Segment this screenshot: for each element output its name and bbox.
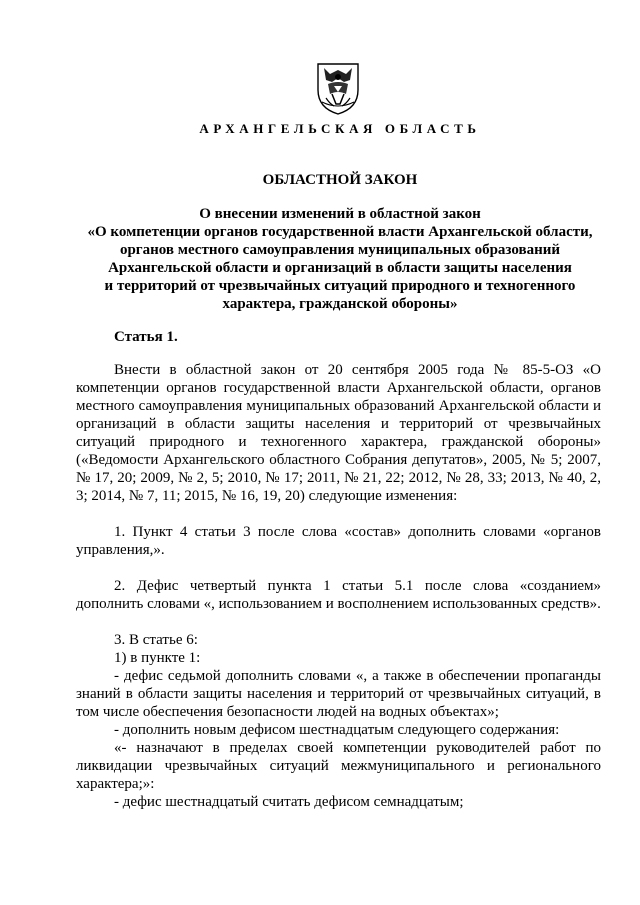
law-title-line: «О компетенции органов государственной власти Архангельской области, — [87, 224, 593, 240]
coat-of-arms-icon — [314, 60, 362, 116]
item-3-dash-3: - дефис шестнадцатый считать дефисом семнадцатым; — [114, 794, 464, 810]
item-2-paragraph: 2. Дефис четвертый пункта 1 статьи 5.1 после слова «созданием» дополнить словами «, использованием и восполнением использованных средств». — [76, 578, 601, 612]
article-body — [76, 361, 601, 811]
law-title-line: и территорий от чрезвычайных ситуаций природного и техногенного — [104, 278, 576, 294]
law-title-line: характера, гражданской обороны» — [222, 296, 458, 312]
law-title-line: Архангельской области и организаций в области защиты населения — [108, 260, 572, 276]
law-title — [60, 205, 620, 313]
intro-paragraph: Внести в областной закон от 20 сентября 2005 года № 85-5-ОЗ «О компетенции органов государственной власти Архангельской области, органов местного самоуправления муниципальных образований Архангельской области и организаций в области защиты населения и территорий от чрезвычайных ситуаций природного и техногенного характера, гражданской обороны» («Ведомости Архангельского областного Собрания депутатов», 2005, № 5; 2007, № 17, 20; 2009, № 2, 5; 2010, № 17; 2011, № 21, 22; 2012, № 28, 33; 2013, № 40, 2, 3; 2014, № 7, 11; 2015, № 16, 19, 20) следующие изменения: — [76, 362, 601, 504]
item-3-heading: 3. В статье 6: — [114, 632, 198, 648]
item-3-dash-1: - дефис седьмой дополнить словами «, а также в обеспечении пропаганды знаний в области защиты населения и территорий от чрезвычайных ситуаций, в том числе обеспечения безопасности людей на водных объектах»; — [76, 668, 601, 720]
item-3-dash-2: - дополнить новым дефисом шестнадцатым следующего содержания: — [114, 722, 560, 738]
law-title-line: О внесении изменений в областной закон — [199, 206, 481, 222]
region-name: АРХАНГЕЛЬСКАЯ ОБЛАСТЬ — [199, 121, 481, 136]
law-type: ОБЛАСТНОЙ ЗАКОН — [262, 172, 418, 188]
item-1-paragraph: 1. Пункт 4 статьи 3 после слова «состав» дополнить словами «органов управления,». — [76, 524, 601, 558]
law-title-line: органов местного самоуправления муниципальных образований — [119, 242, 561, 258]
item-3-quote: «- назначают в пределах своей компетенции руководителей работ по ликвидации чрезвычайных ситуаций межмуниципального и регионального характера;»: — [76, 740, 601, 792]
item-3-subitem-1: 1) в пункте 1: — [114, 650, 201, 666]
article-heading: Статья 1. — [114, 329, 178, 345]
